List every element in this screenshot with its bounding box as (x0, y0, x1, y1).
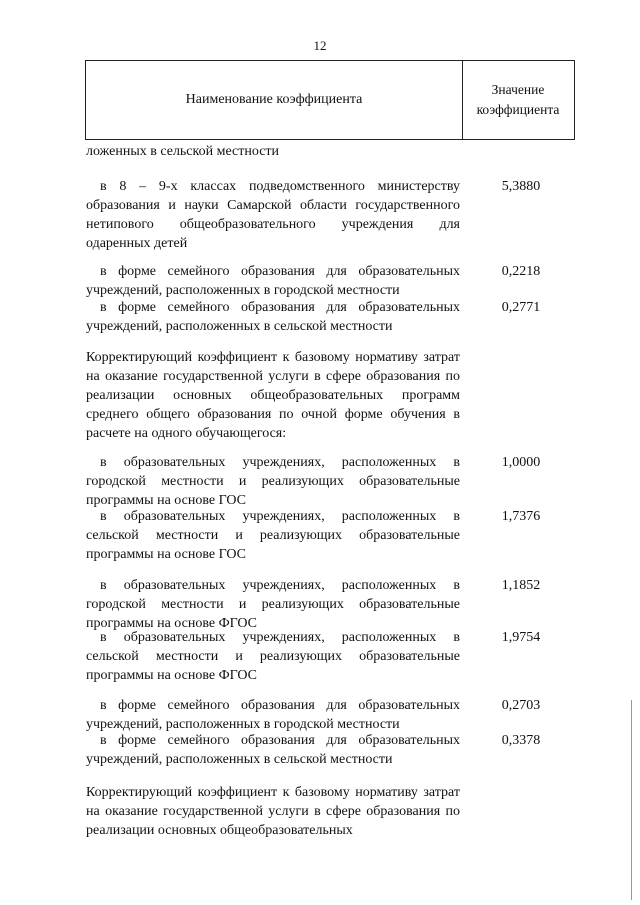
row-value: 1,9754 (501, 630, 541, 645)
scan-edge-line (631, 700, 632, 900)
row-text: в образовательных учреждениях, расположенных в сельской местности и реализующих образовательные программы на основе ФГОС (86, 630, 460, 683)
row-text: в 8 – 9-х классах подведомственного министерству образования и науки Самарской области государственного нетипового общеобразовательного учреждения для одаренных детей (86, 179, 460, 251)
row-text: в форме семейного образования для образовательных учреждений, расположенных в сельской местности (86, 733, 460, 767)
header-coefficient-name: Наименование коэффициента (86, 61, 463, 139)
row-text: ложенных в сельской местности (86, 144, 280, 159)
header-coefficient-value (462, 61, 574, 139)
page-number: 12 (313, 38, 327, 53)
row-text: в образовательных учреждениях, расположенных в сельской местности и реализующих образовательные программы на основе ГОС (86, 509, 460, 562)
row-text: в форме семейного образования для образовательных учреждений, расположенных в сельской местности (86, 300, 460, 334)
row-value: 0,2703 (501, 698, 541, 713)
row-value: 0,2218 (501, 264, 541, 279)
row-text: Корректирующий коэффициент к базовому нормативу затрат на оказание государственной услуги в сфере образования по реализации основных общеобразовательных (86, 785, 460, 838)
row-value: 1,7376 (501, 509, 541, 524)
row-text: в образовательных учреждениях, расположенных в городской местности и реализующих образовательные программы на основе ФГОС (86, 578, 460, 631)
row-value: 1,0000 (501, 455, 541, 470)
header-value-line1: Значение (491, 82, 545, 97)
row-text: в форме семейного образования для образовательных учреждений, расположенных в городской местности (86, 698, 460, 732)
row-value: 5,3880 (501, 179, 541, 194)
row-text: Корректирующий коэффициент к базовому нормативу затрат на оказание государственной услуги в сфере образования по реализации основных общеобразовательных программ среднего общего образования по очной форме обучения в расчете на одного обучающегося: (86, 350, 460, 441)
row-value: 0,2771 (501, 300, 541, 315)
row-value: 1,1852 (501, 578, 541, 593)
table-header (85, 60, 575, 140)
row-text: в форме семейного образования для образовательных учреждений, расположенных в городской местности (86, 264, 460, 298)
row-value: 0,3378 (501, 733, 541, 748)
header-value-line2: коэффициента (476, 102, 560, 117)
row-text: в образовательных учреждениях, расположенных в городской местности и реализующих образовательные программы на основе ГОС (86, 455, 460, 508)
